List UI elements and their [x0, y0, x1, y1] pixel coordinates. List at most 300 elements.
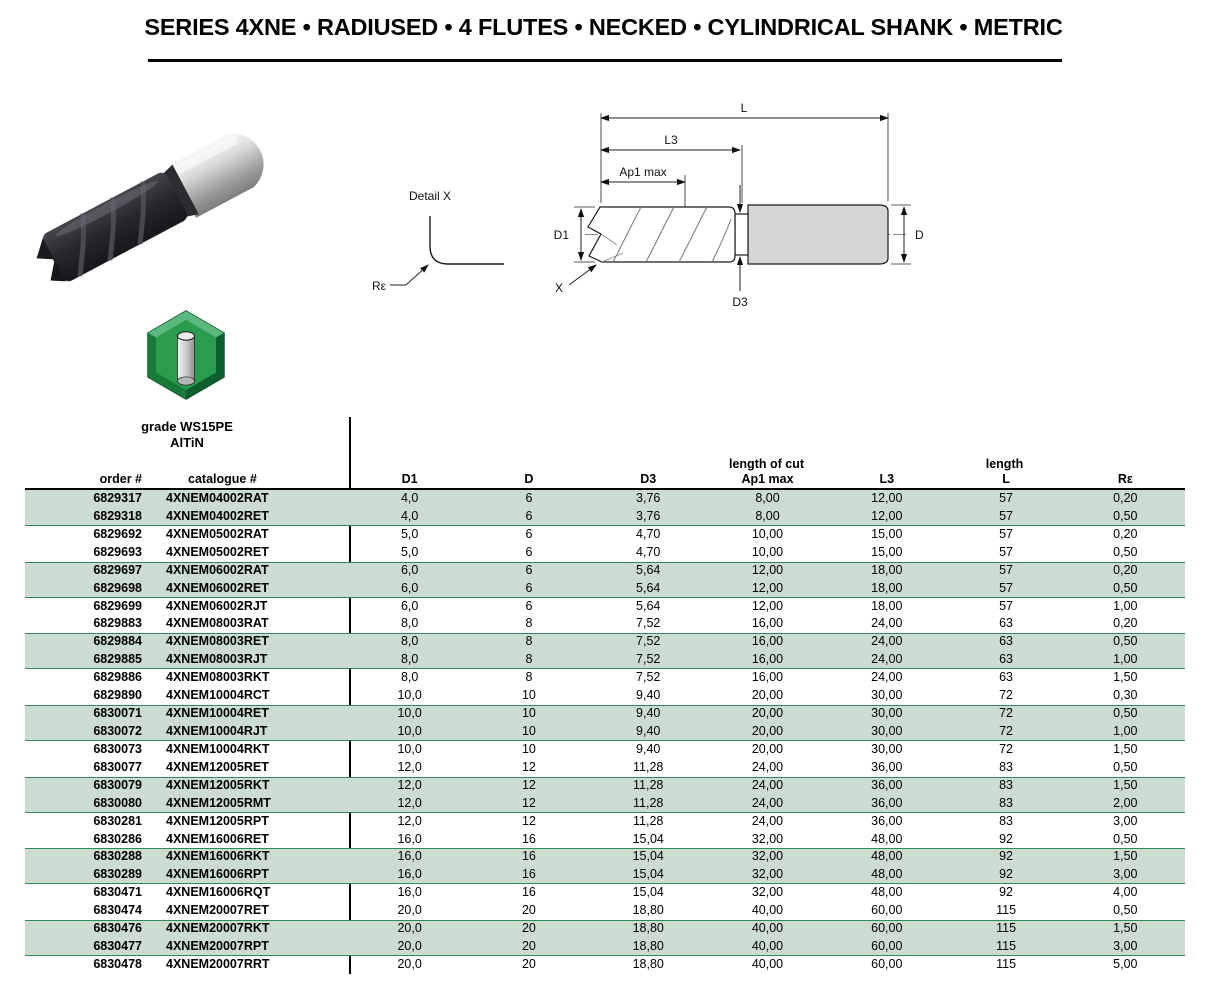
- value-cell: 10: [521, 723, 536, 738]
- value-cell: 36,00: [871, 759, 903, 774]
- table-row: [25, 687, 1185, 705]
- value-cell: 1,50: [1113, 921, 1138, 936]
- value-cell: 16,0: [397, 867, 422, 882]
- value-cell: 24,00: [751, 777, 784, 792]
- value-cell: 10,00: [751, 526, 784, 541]
- diagram-neck: [735, 214, 748, 255]
- value-cell: 92: [999, 831, 1014, 846]
- table-row: [25, 651, 1185, 669]
- value-cell: 24,00: [751, 759, 784, 774]
- col-header-catalogue: catalogue #: [188, 472, 257, 486]
- table-row: [25, 759, 1185, 777]
- value-cell: 57: [999, 562, 1014, 577]
- table-row: [25, 956, 1185, 974]
- value-cell: 1,00: [1113, 723, 1138, 738]
- value-cell: 115: [996, 939, 1017, 954]
- value-cell: 20: [521, 956, 536, 971]
- value-cell: 10,0: [397, 706, 422, 721]
- value-cell: 83: [999, 795, 1014, 810]
- table-row: [25, 902, 1185, 920]
- value-cell: 63: [999, 670, 1014, 685]
- col-header-l: L: [1002, 472, 1010, 486]
- table-row: [25, 938, 1185, 956]
- catalogue-number: 4XNEM10004RKT: [166, 741, 270, 756]
- value-cell: 16,00: [751, 652, 784, 667]
- value-cell: 11,28: [633, 813, 664, 828]
- table-row: [25, 580, 1185, 598]
- col-header-ap1-max: Ap1 max: [741, 472, 794, 486]
- catalogue-number: 4XNEM04002RET: [166, 508, 269, 523]
- value-cell: 8,00: [755, 491, 780, 505]
- catalogue-number: 4XNEM04002RAT: [166, 491, 269, 505]
- value-cell: 16: [521, 849, 536, 864]
- value-cell: 72: [999, 741, 1014, 756]
- value-cell: 1,00: [1113, 598, 1138, 613]
- value-cell: 40,00: [751, 956, 784, 971]
- col-header-order: order #: [99, 472, 142, 486]
- order-number: 6829318: [93, 508, 142, 523]
- order-number: 6830474: [93, 903, 142, 918]
- value-cell: 16,00: [751, 634, 784, 649]
- value-cell: 20,0: [397, 921, 422, 936]
- radius-label: Rε: [372, 279, 387, 293]
- catalogue-number: 4XNEM12005RPT: [166, 813, 269, 828]
- value-cell: 0,50: [1113, 903, 1138, 918]
- value-cell: 20,0: [397, 956, 422, 971]
- value-cell: 3,00: [1113, 939, 1138, 954]
- value-cell: 0,20: [1113, 616, 1138, 631]
- value-cell: 92: [999, 885, 1014, 900]
- catalogue-number: 4XNEM08003RKT: [166, 670, 270, 685]
- value-cell: 7,52: [636, 670, 661, 685]
- group-header-length-of-cut: length of cut: [729, 457, 804, 471]
- value-cell: 48,00: [871, 885, 903, 900]
- catalogue-number: 4XNEM12005RMT: [166, 795, 271, 810]
- value-cell: 20,00: [751, 741, 784, 756]
- group-header-length: length: [985, 457, 1024, 471]
- value-cell: 63: [999, 634, 1014, 649]
- carbide-cylinder: [178, 336, 195, 381]
- value-cell: 8,0: [400, 652, 419, 667]
- table-row: [25, 490, 1185, 508]
- value-cell: 32,00: [751, 831, 784, 846]
- table-row: [25, 741, 1185, 759]
- page-title: SERIES 4XNE • RADIUSED • 4 FLUTES • NECKED • CYLINDRICAL SHANK • METRIC: [144, 14, 1063, 40]
- value-cell: 30,00: [871, 741, 903, 756]
- value-cell: 36,00: [871, 777, 903, 792]
- table-row: [25, 831, 1185, 849]
- value-cell: 7,52: [636, 634, 661, 649]
- dim-L-label: L: [740, 101, 748, 115]
- value-cell: 5,0: [400, 544, 419, 559]
- value-cell: 60,00: [871, 903, 903, 918]
- value-cell: 0,50: [1113, 706, 1138, 721]
- grade-hexagon-icon: [146, 309, 226, 401]
- value-cell: 18,00: [871, 598, 903, 613]
- value-cell: 10,0: [397, 741, 422, 756]
- order-number: 6830079: [93, 777, 142, 792]
- value-cell: 12,0: [397, 795, 422, 810]
- value-cell: 20,00: [751, 688, 784, 703]
- table-row: [25, 615, 1185, 633]
- table-row: [25, 598, 1185, 616]
- value-cell: 18,80: [632, 921, 664, 936]
- value-cell: 5,64: [636, 562, 661, 577]
- value-cell: 8,00: [755, 508, 780, 523]
- col-header-l3: L3: [879, 472, 895, 486]
- grade-coating: AlTiN: [170, 434, 204, 450]
- order-number: 6829883: [93, 616, 142, 631]
- table-row: [25, 920, 1185, 938]
- value-cell: 30,00: [871, 723, 903, 738]
- order-number: 6830071: [93, 706, 142, 721]
- value-cell: 1,50: [1113, 670, 1138, 685]
- value-cell: 3,76: [636, 508, 661, 523]
- value-cell: 6: [525, 580, 533, 595]
- value-cell: 115: [996, 956, 1017, 971]
- value-cell: 63: [999, 616, 1014, 631]
- value-cell: 6,0: [400, 598, 419, 613]
- value-cell: 5,64: [636, 580, 661, 595]
- value-cell: 92: [999, 867, 1014, 882]
- order-number: 6829697: [93, 562, 142, 577]
- value-cell: 36,00: [871, 813, 903, 828]
- x-leader-line: [569, 265, 596, 285]
- value-cell: 10,0: [397, 723, 422, 738]
- catalogue-number: 4XNEM20007RRT: [166, 956, 270, 971]
- value-cell: 83: [999, 759, 1014, 774]
- value-cell: 9,40: [636, 723, 661, 738]
- value-cell: 60,00: [871, 921, 903, 936]
- value-cell: 72: [999, 706, 1014, 721]
- value-cell: 8: [525, 670, 533, 685]
- value-cell: 20,0: [397, 939, 422, 954]
- value-cell: 57: [999, 526, 1014, 541]
- grade-label: [107, 419, 267, 450]
- diagram-flutes: [588, 207, 735, 262]
- value-cell: 15,00: [871, 526, 903, 541]
- catalogue-number: 4XNEM10004RCT: [166, 688, 270, 703]
- order-number: 6829692: [93, 526, 142, 541]
- value-cell: 10,00: [751, 544, 784, 559]
- table-row: [25, 848, 1185, 866]
- col-header-re: Rε: [1117, 472, 1133, 486]
- table-row: [25, 884, 1185, 902]
- value-cell: 18,80: [632, 956, 664, 971]
- dim-ap1-label: Ap1 max: [619, 165, 667, 179]
- value-cell: 12,00: [871, 491, 903, 505]
- value-cell: 5,0: [400, 526, 419, 541]
- value-cell: 18,00: [871, 562, 903, 577]
- order-number: 6829698: [93, 580, 142, 595]
- value-cell: 18,00: [871, 580, 903, 595]
- value-cell: 48,00: [871, 831, 903, 846]
- value-cell: 9,40: [636, 706, 661, 721]
- value-cell: 6: [525, 491, 533, 505]
- value-cell: 24,00: [751, 795, 784, 810]
- order-number: 6830476: [93, 921, 142, 936]
- value-cell: 15,04: [632, 867, 664, 882]
- value-cell: 18,80: [632, 939, 664, 954]
- value-cell: 12: [521, 759, 536, 774]
- value-cell: 32,00: [751, 885, 784, 900]
- value-cell: 20: [521, 903, 536, 918]
- order-number: 6830289: [93, 867, 142, 882]
- value-cell: 11,28: [633, 795, 664, 810]
- value-cell: 40,00: [751, 903, 784, 918]
- value-cell: 12,0: [397, 813, 422, 828]
- value-cell: 12,00: [871, 508, 903, 523]
- value-cell: 4,00: [1113, 885, 1138, 900]
- value-cell: 6: [525, 526, 533, 541]
- value-cell: 24,00: [871, 652, 903, 667]
- value-cell: 3,00: [1113, 813, 1138, 828]
- value-cell: 72: [999, 723, 1014, 738]
- value-cell: 16,0: [397, 885, 422, 900]
- catalogue-number: 4XNEM20007RPT: [166, 939, 269, 954]
- value-cell: 10: [521, 688, 536, 703]
- value-cell: 20,00: [751, 706, 784, 721]
- value-cell: 6,0: [400, 580, 419, 595]
- order-number: 6829886: [93, 670, 142, 685]
- value-cell: 11,28: [633, 759, 664, 774]
- value-cell: 115: [996, 903, 1017, 918]
- catalogue-number: 4XNEM16006RPT: [166, 867, 269, 882]
- value-cell: 12,0: [397, 759, 422, 774]
- order-number: 6830477: [93, 939, 142, 954]
- order-number: 6830077: [93, 759, 142, 774]
- catalogue-number: 4XNEM08003RET: [166, 634, 269, 649]
- value-cell: 15,04: [632, 885, 664, 900]
- value-cell: 12: [521, 777, 536, 792]
- value-cell: 16,00: [751, 670, 784, 685]
- catalogue-number: 4XNEM16006RET: [166, 831, 269, 846]
- catalogue-number: 4XNEM10004RET: [166, 706, 269, 721]
- value-cell: 20,00: [751, 723, 784, 738]
- value-cell: 12,00: [751, 562, 784, 577]
- value-cell: 83: [999, 777, 1014, 792]
- value-cell: 9,40: [636, 688, 661, 703]
- value-cell: 8,0: [400, 670, 419, 685]
- value-cell: 1,50: [1113, 741, 1138, 756]
- value-cell: 20: [521, 939, 536, 954]
- value-cell: 18,80: [632, 903, 664, 918]
- value-cell: 4,70: [636, 544, 661, 559]
- value-cell: 72: [999, 688, 1014, 703]
- catalogue-number: 4XNEM05002RAT: [166, 526, 269, 541]
- value-cell: 6: [525, 598, 533, 613]
- value-cell: 12,00: [751, 580, 784, 595]
- order-number: 6830080: [93, 795, 142, 810]
- value-cell: 0,50: [1113, 508, 1138, 523]
- value-cell: 15,04: [632, 831, 664, 846]
- order-number: 6830478: [93, 956, 142, 971]
- value-cell: 1,00: [1113, 652, 1138, 667]
- value-cell: 57: [999, 544, 1014, 559]
- col-header-d: D: [524, 472, 534, 486]
- order-number: 6829693: [93, 544, 142, 559]
- value-cell: 24,00: [871, 670, 903, 685]
- grade-name: grade WS15PE: [141, 419, 233, 434]
- x-label: X: [555, 281, 564, 295]
- value-cell: 16: [521, 867, 536, 882]
- value-cell: 5,64: [636, 598, 661, 613]
- diagram-shank: [748, 205, 888, 264]
- value-cell: 16,0: [397, 831, 422, 846]
- value-cell: 30,00: [871, 688, 903, 703]
- table-row: [25, 633, 1185, 651]
- radius-leader-line: [390, 265, 428, 285]
- table-row: [25, 795, 1185, 813]
- value-cell: 57: [999, 580, 1014, 595]
- value-cell: 16: [521, 831, 536, 846]
- table-row: [25, 705, 1185, 723]
- order-number: 6830072: [93, 723, 142, 738]
- value-cell: 8,0: [400, 634, 419, 649]
- value-cell: 0,50: [1113, 759, 1138, 774]
- value-cell: 0,20: [1113, 491, 1138, 505]
- table-row: [25, 866, 1185, 884]
- value-cell: 8: [525, 616, 533, 631]
- order-number: 6830286: [93, 831, 142, 846]
- value-cell: 12,0: [397, 777, 422, 792]
- technical-diagram: [543, 95, 938, 315]
- value-cell: 16,0: [397, 849, 422, 864]
- value-cell: 6: [525, 562, 533, 577]
- order-number: 6830073: [93, 741, 142, 756]
- value-cell: 16: [521, 885, 536, 900]
- value-cell: 6: [525, 544, 533, 559]
- value-cell: 57: [999, 491, 1014, 505]
- order-number: 6829884: [93, 634, 142, 649]
- table-row: [25, 526, 1185, 544]
- catalogue-number: 4XNEM05002RET: [166, 544, 269, 559]
- value-cell: 10,0: [397, 688, 422, 703]
- value-cell: 48,00: [871, 849, 903, 864]
- value-cell: 83: [999, 813, 1014, 828]
- col-header-d3: D3: [640, 472, 657, 486]
- value-cell: 5,00: [1113, 956, 1138, 971]
- catalogue-number: 4XNEM06002RET: [166, 580, 269, 595]
- value-cell: 12: [521, 795, 536, 810]
- table-row: [25, 813, 1185, 831]
- value-cell: 2,00: [1113, 795, 1138, 810]
- value-cell: 8: [525, 652, 533, 667]
- catalogue-number: 4XNEM12005RET: [166, 759, 269, 774]
- order-number: 6830281: [93, 813, 142, 828]
- value-cell: 24,00: [871, 634, 903, 649]
- value-cell: 7,52: [636, 616, 661, 631]
- catalogue-number: 4XNEM12005RKT: [166, 777, 270, 792]
- catalogue-number: 4XNEM10004RJT: [166, 723, 268, 738]
- value-cell: 3,00: [1113, 867, 1138, 882]
- order-number: 6829885: [93, 652, 142, 667]
- value-cell: 40,00: [751, 939, 784, 954]
- value-cell: 4,70: [636, 526, 661, 541]
- corner-radius-profile: [430, 216, 504, 264]
- value-cell: 0,50: [1113, 634, 1138, 649]
- catalogue-number: 4XNEM20007RKT: [166, 921, 270, 936]
- value-cell: 20,0: [397, 903, 422, 918]
- value-cell: 12,00: [751, 598, 784, 613]
- value-cell: 15,00: [871, 544, 903, 559]
- table-row: [25, 508, 1185, 526]
- value-cell: 60,00: [871, 956, 903, 971]
- value-cell: 6: [525, 508, 533, 523]
- value-cell: 16,00: [751, 616, 784, 631]
- value-cell: 92: [999, 849, 1014, 864]
- value-cell: 15,04: [632, 849, 664, 864]
- value-cell: 8: [525, 634, 533, 649]
- dim-D1-label: D1: [553, 228, 569, 242]
- value-cell: 0,30: [1113, 688, 1138, 703]
- value-cell: 9,40: [636, 741, 661, 756]
- value-cell: 3,76: [636, 491, 661, 505]
- value-cell: 30,00: [871, 706, 903, 721]
- catalogue-number: 4XNEM08003RJT: [166, 652, 268, 667]
- value-cell: 11,28: [633, 777, 664, 792]
- value-cell: 60,00: [871, 939, 903, 954]
- order-number: 6830288: [93, 849, 142, 864]
- table-row: [25, 562, 1185, 580]
- detail-x-title: Detail X: [408, 189, 452, 203]
- catalogue-number: 4XNEM06002RJT: [166, 598, 268, 613]
- detail-x-drawing: [352, 184, 512, 309]
- value-cell: 57: [999, 598, 1014, 613]
- catalogue-number: 4XNEM06002RAT: [166, 562, 269, 577]
- catalogue-number: 4XNEM20007RET: [166, 903, 269, 918]
- value-cell: 24,00: [751, 813, 784, 828]
- value-cell: 63: [999, 652, 1014, 667]
- dim-L3-label: L3: [664, 133, 678, 147]
- value-cell: 20: [521, 921, 536, 936]
- col-header-d1: D1: [401, 472, 418, 486]
- catalogue-number: 4XNEM08003RAT: [166, 616, 269, 631]
- value-cell: 40,00: [751, 921, 784, 936]
- value-cell: 4,0: [400, 508, 419, 523]
- table-row: [25, 723, 1185, 741]
- table-row: [25, 669, 1185, 687]
- value-cell: 57: [999, 508, 1014, 523]
- value-cell: 1,50: [1113, 849, 1138, 864]
- catalogue-number: 4XNEM16006RKT: [166, 849, 270, 864]
- order-number: 6829890: [93, 688, 142, 703]
- table-row: [25, 777, 1185, 795]
- value-cell: 0,20: [1113, 526, 1138, 541]
- value-cell: 0,20: [1113, 562, 1138, 577]
- value-cell: 10: [521, 741, 536, 756]
- value-cell: 12: [521, 813, 536, 828]
- value-cell: 0,50: [1113, 544, 1138, 559]
- value-cell: 0,50: [1113, 580, 1138, 595]
- dim-D-label: D: [915, 228, 924, 242]
- value-cell: 7,52: [636, 652, 661, 667]
- order-number: 6830471: [93, 885, 142, 900]
- title-rule: [148, 59, 1062, 62]
- value-cell: 115: [996, 921, 1017, 936]
- value-cell: 36,00: [871, 795, 903, 810]
- value-cell: 6,0: [400, 562, 419, 577]
- value-cell: 4,0: [400, 491, 419, 505]
- value-cell: 24,00: [871, 616, 903, 631]
- value-cell: 10: [521, 706, 536, 721]
- product-photo: [25, 103, 295, 298]
- table-row: [25, 544, 1185, 562]
- value-cell: 32,00: [751, 867, 784, 882]
- catalogue-number: 4XNEM16006RQT: [166, 885, 271, 900]
- value-cell: 8,0: [400, 616, 419, 631]
- order-number: 6829317: [93, 491, 142, 505]
